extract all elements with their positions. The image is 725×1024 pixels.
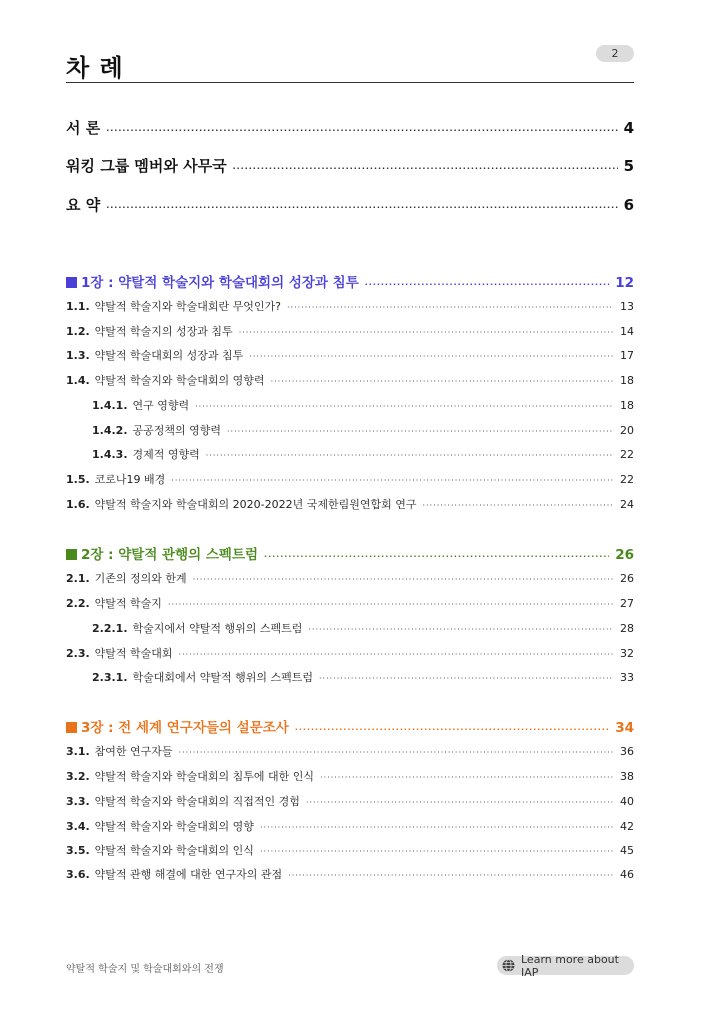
section-page: 46	[620, 868, 634, 881]
chapter-3-heading[interactable]	[66, 716, 634, 736]
section-page: 42	[620, 820, 634, 833]
section-page: 13	[620, 300, 634, 313]
section-title: 약탈적 학술지의 성장과 침투	[94, 325, 233, 338]
section-title: 경제적 영향력	[132, 448, 200, 461]
page-title: 차 례	[66, 54, 124, 82]
section-title: 약탈적 학술지와 학술대회의 직접적인 경험	[94, 795, 300, 808]
section-title: 공공정책의 영향력	[132, 424, 222, 437]
section-number: 1.2.	[66, 325, 90, 338]
section-page: 36	[620, 745, 634, 758]
section-page: 24	[620, 498, 634, 511]
section-number: 3.2.	[66, 770, 90, 783]
section-number: 1.5.	[66, 473, 90, 486]
toc-section-3-5[interactable]	[66, 842, 634, 858]
toc-section-1-1[interactable]	[66, 298, 634, 314]
section-page: 27	[620, 597, 634, 610]
chapter-square-icon	[66, 722, 77, 733]
toc-subsection-1-4-3[interactable]	[92, 446, 634, 462]
dot-leader	[423, 501, 614, 510]
toc-subsection-2-3-1[interactable]	[92, 669, 634, 685]
toc-section-3-3[interactable]	[66, 793, 634, 809]
footer-document-title: 약탈적 학술지 및 학술대회와의 전쟁	[66, 964, 224, 975]
section-title: 약탈적 학술지와 학술대회의 침투에 대한 인식	[94, 770, 315, 783]
dot-leader	[260, 847, 614, 856]
toc-subsection-1-4-1[interactable]	[92, 397, 634, 413]
section-title: 학술대회에서 약탈적 행위의 스펙트럼	[132, 671, 314, 684]
dot-leader	[193, 575, 614, 584]
dot-leader	[306, 798, 614, 807]
chapter-title: 2장 : 약탈적 관행의 스펙트럼	[81, 547, 259, 563]
dot-leader	[106, 203, 617, 212]
dot-leader	[179, 748, 614, 757]
section-page: 20	[620, 424, 634, 437]
dot-leader	[168, 600, 614, 609]
section-page: 28	[620, 622, 634, 635]
chapter-page: 12	[615, 275, 634, 291]
section-title: 약탈적 학술지와 학술대회의 영향력	[94, 374, 265, 387]
section-title: 약탈적 관행 해결에 대한 연구자의 관점	[94, 868, 283, 881]
section-number: 1.4.2.	[92, 424, 128, 437]
toc-entry-intro[interactable]	[66, 117, 634, 138]
dot-leader	[239, 328, 614, 337]
section-page: 22	[620, 473, 634, 486]
chapter-square-icon	[66, 549, 77, 560]
dot-leader	[264, 552, 609, 561]
toc-section-3-6[interactable]	[66, 866, 634, 882]
section-title: 기존의 정의와 한계	[94, 572, 187, 585]
toc-section-2-1[interactable]	[66, 570, 634, 586]
toc-entry-title: 서 론	[66, 119, 101, 137]
dot-leader	[271, 377, 614, 386]
section-number: 1.3.	[66, 349, 90, 362]
section-number: 2.2.1.	[92, 622, 128, 635]
toc-entry-page: 6	[623, 196, 634, 214]
toc-entry-page: 5	[623, 157, 634, 175]
section-number: 3.5.	[66, 844, 90, 857]
section-number: 1.1.	[66, 300, 90, 313]
toc-section-1-2[interactable]	[66, 323, 634, 339]
section-number: 2.2.	[66, 597, 90, 610]
section-page: 33	[620, 671, 634, 684]
chapter-square-icon	[66, 277, 77, 288]
section-number: 1.4.3.	[92, 448, 128, 461]
toc-section-3-2[interactable]	[66, 768, 634, 784]
section-page: 14	[620, 325, 634, 338]
toc-entry-title: 워킹 그룹 멤버와 사무국	[66, 157, 227, 175]
section-number: 2.3.	[66, 647, 90, 660]
page-number-badge: 2	[596, 45, 634, 62]
toc-section-1-3[interactable]	[66, 347, 634, 363]
title-divider	[66, 82, 634, 83]
toc-entry-members[interactable]	[66, 155, 634, 176]
section-title: 약탈적 학술지와 학술대회의 인식	[94, 844, 254, 857]
section-number: 3.3.	[66, 795, 90, 808]
toc-section-2-3[interactable]	[66, 645, 634, 661]
section-title: 학술지에서 약탈적 행위의 스펙트럼	[132, 622, 303, 635]
dot-leader	[206, 451, 614, 460]
section-page: 26	[620, 572, 634, 585]
chapter-2-heading[interactable]	[66, 543, 634, 563]
toc-section-1-6[interactable]	[66, 496, 634, 512]
toc-entry-page: 4	[623, 119, 634, 137]
toc-subsection-1-4-2[interactable]	[92, 422, 634, 438]
toc-section-1-4[interactable]	[66, 372, 634, 388]
chapter-page: 26	[615, 547, 634, 563]
chapter-title: 3장 : 전 세계 연구자들의 설문조사	[81, 720, 289, 736]
globe-icon	[502, 959, 515, 972]
toc-section-3-4[interactable]	[66, 818, 634, 834]
dot-leader	[106, 126, 617, 135]
dot-leader	[233, 164, 618, 173]
section-number: 2.1.	[66, 572, 90, 585]
section-number: 3.6.	[66, 868, 90, 881]
toc-section-2-2[interactable]	[66, 595, 634, 611]
section-number: 1.4.1.	[92, 399, 128, 412]
section-page: 17	[620, 349, 634, 362]
dot-leader	[288, 871, 614, 880]
section-number: 1.6.	[66, 498, 90, 511]
dot-leader	[260, 823, 614, 832]
dot-leader	[179, 650, 614, 659]
dot-leader	[365, 280, 609, 289]
section-page: 40	[620, 795, 634, 808]
toc-entry-title: 요 약	[66, 196, 101, 214]
dot-leader	[320, 773, 614, 782]
section-title: 약탈적 학술대회의 성장과 침투	[94, 349, 244, 362]
section-title: 코로나19 배경	[94, 473, 166, 486]
dot-leader	[227, 427, 614, 436]
chapter-page: 34	[615, 720, 634, 736]
dot-leader	[319, 674, 614, 683]
dot-leader	[195, 402, 614, 411]
section-page: 18	[620, 374, 634, 387]
section-number: 3.1.	[66, 745, 90, 758]
section-number: 3.4.	[66, 820, 90, 833]
section-title: 약탈적 학술지와 학술대회의 영향	[94, 820, 254, 833]
dot-leader	[287, 303, 614, 312]
dot-leader	[171, 476, 614, 485]
toc-subsection-2-2-1[interactable]	[92, 620, 634, 636]
dot-leader	[308, 625, 614, 634]
section-number: 1.4.	[66, 374, 90, 387]
section-title: 약탈적 학술지와 학술대회의 2020-2022년 국제한림원연합회 연구	[94, 498, 417, 511]
section-page: 32	[620, 647, 634, 660]
dot-leader	[295, 725, 609, 734]
dot-leader	[249, 352, 614, 361]
section-title: 연구 영향력	[132, 399, 190, 412]
chapter-title: 1장 : 약탈적 학술지와 학술대회의 성장과 침투	[81, 275, 359, 291]
section-title: 약탈적 학술지	[94, 597, 162, 610]
section-title: 약탈적 학술지와 학술대회란 무엇인가?	[94, 300, 282, 313]
toc-section-3-1[interactable]	[66, 743, 634, 759]
chapter-1-heading[interactable]	[66, 271, 634, 291]
section-page: 18	[620, 399, 634, 412]
section-title: 약탈적 학술대회	[94, 647, 173, 660]
section-page: 38	[620, 770, 634, 783]
section-page: 45	[620, 844, 634, 857]
learn-more-label: Learn more about IAP	[521, 952, 619, 979]
toc-section-1-5[interactable]	[66, 471, 634, 487]
toc-entry-summary[interactable]	[66, 194, 634, 215]
learn-more-iap-link[interactable]	[497, 952, 634, 979]
section-title: 참여한 연구자들	[94, 745, 173, 758]
section-page: 22	[620, 448, 634, 461]
section-number: 2.3.1.	[92, 671, 128, 684]
